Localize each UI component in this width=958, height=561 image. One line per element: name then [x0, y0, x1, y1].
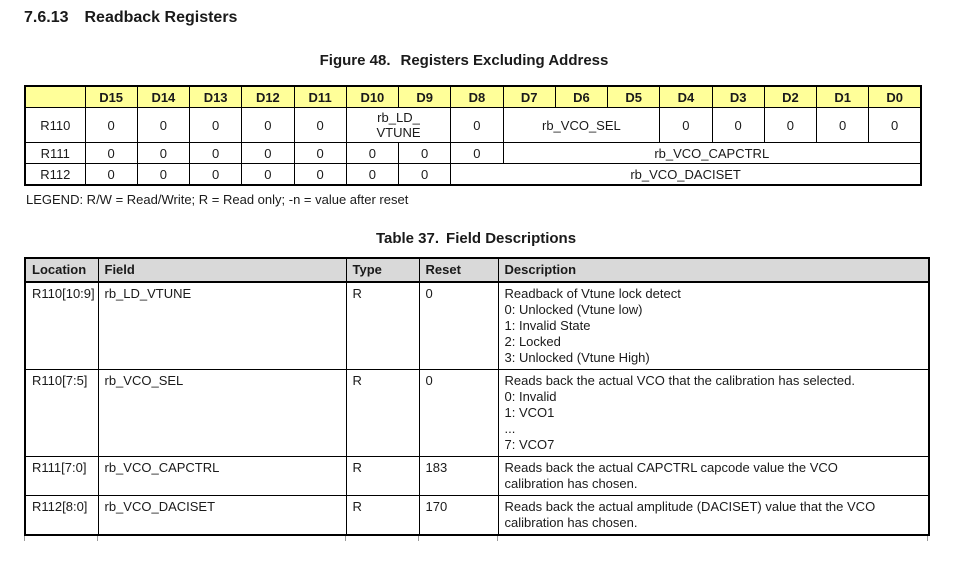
field-type-cell: R: [346, 282, 419, 370]
bit-value-cell: 0: [817, 108, 869, 143]
bit-value-cell: 0: [294, 164, 346, 186]
field-type-cell: R: [346, 370, 419, 457]
field-table-caption: [24, 230, 928, 247]
bit-value-cell: 0: [294, 108, 346, 143]
field-description-cell: Reads back the actual VCO that the calibration has selected. 0: Invalid 1: VCO1 ... 7: VCO7: [498, 370, 929, 457]
register-row-label: R110: [25, 108, 85, 143]
bit-header-cell: D0: [869, 86, 921, 108]
register-row: [25, 164, 921, 186]
bit-field-cell: rb_VCO_SEL: [503, 108, 660, 143]
register-row-label: R112: [25, 164, 85, 186]
figure-caption: [24, 52, 904, 69]
register-table-body: [25, 108, 921, 186]
bit-value-cell: 0: [242, 164, 294, 186]
field-table-body: [25, 282, 929, 535]
bit-value-cell: 0: [660, 108, 712, 143]
field-description-cell: Reads back the actual amplitude (DACISET) value that the VCO calibration has chosen.: [498, 496, 929, 536]
table-continuation-stub: [97, 536, 98, 541]
bit-header-cell: D7: [503, 86, 555, 108]
figure-caption-title: Registers Excluding Address: [400, 52, 609, 69]
bit-header-cell: D8: [451, 86, 503, 108]
field-name-cell: rb_VCO_DACISET: [98, 496, 346, 536]
bit-header-cell: D12: [242, 86, 294, 108]
bit-header-cell: D11: [294, 86, 346, 108]
bit-value-cell: 0: [137, 164, 189, 186]
bit-header-cell: D3: [712, 86, 764, 108]
field-column-header: Type: [346, 258, 419, 282]
bit-value-cell: 0: [190, 164, 242, 186]
bit-field-cell: rb_LD_ VTUNE: [346, 108, 451, 143]
register-row: [25, 108, 921, 143]
register-row: [25, 143, 921, 164]
field-table-caption-title: Field Descriptions: [446, 230, 577, 247]
field-description-cell: Readback of Vtune lock detect 0: Unlocked (Vtune low) 1: Invalid State 2: Locked 3: Unlocked (Vtune High): [498, 282, 929, 370]
register-corner-cell: [25, 86, 85, 108]
bit-value-cell: 0: [294, 143, 346, 164]
table-continuation-stub: [24, 536, 25, 541]
bit-value-cell: 0: [764, 108, 816, 143]
bit-header-cell: D13: [190, 86, 242, 108]
bit-value-cell: 0: [242, 108, 294, 143]
bit-value-cell: 0: [85, 108, 137, 143]
field-location-cell: R110[7:5]: [25, 370, 98, 457]
field-column-header: Reset: [419, 258, 498, 282]
field-row: [25, 282, 929, 370]
field-name-cell: rb_LD_VTUNE: [98, 282, 346, 370]
bit-value-cell: 0: [190, 108, 242, 143]
field-row: [25, 457, 929, 496]
bit-value-cell: 0: [85, 164, 137, 186]
register-table-header: [25, 86, 921, 108]
field-reset-cell: 0: [419, 282, 498, 370]
bit-value-cell: 0: [346, 164, 398, 186]
field-location-cell: R110[10:9]: [25, 282, 98, 370]
table-continuation-stub: [927, 536, 928, 541]
bit-value-cell: 0: [712, 108, 764, 143]
field-location-cell: R112[8:0]: [25, 496, 98, 536]
bit-header-cell: D6: [555, 86, 607, 108]
bit-header-cell: D9: [399, 86, 451, 108]
field-header-row: [25, 258, 929, 282]
bit-field-cell: rb_VCO_CAPCTRL: [503, 143, 921, 164]
field-type-cell: R: [346, 457, 419, 496]
figure-caption-label: Figure 48.: [319, 52, 391, 69]
field-column-header: Field: [98, 258, 346, 282]
bit-field-cell: rb_VCO_DACISET: [451, 164, 921, 186]
field-column-header: Location: [25, 258, 98, 282]
register-bit-table: [24, 85, 922, 186]
bit-value-cell: 0: [451, 108, 503, 143]
field-table-header: [25, 258, 929, 282]
field-row: [25, 496, 929, 536]
field-type-cell: R: [346, 496, 419, 536]
field-description-cell: Reads back the actual CAPCTRL capcode value the VCO calibration has chosen.: [498, 457, 929, 496]
field-reset-cell: 170: [419, 496, 498, 536]
register-row-label: R111: [25, 143, 85, 164]
register-header-row: [25, 86, 921, 108]
table-continuation-stub: [345, 536, 346, 541]
field-name-cell: rb_VCO_SEL: [98, 370, 346, 457]
field-location-cell: R111[7:0]: [25, 457, 98, 496]
bit-value-cell: 0: [451, 143, 503, 164]
bit-value-cell: 0: [399, 164, 451, 186]
table-continuation-stub: [418, 536, 419, 541]
bit-header-cell: D2: [764, 86, 816, 108]
bit-header-cell: D10: [346, 86, 398, 108]
bit-value-cell: 0: [190, 143, 242, 164]
field-row: [25, 370, 929, 457]
bit-value-cell: 0: [242, 143, 294, 164]
bit-value-cell: 0: [399, 143, 451, 164]
bit-header-cell: D1: [817, 86, 869, 108]
bit-value-cell: 0: [85, 143, 137, 164]
field-column-header: Description: [498, 258, 929, 282]
bit-value-cell: 0: [869, 108, 921, 143]
bit-value-cell: 0: [346, 143, 398, 164]
bit-header-cell: D4: [660, 86, 712, 108]
field-reset-cell: 0: [419, 370, 498, 457]
field-description-table: [24, 257, 930, 536]
bit-header-cell: D5: [608, 86, 660, 108]
field-table-caption-label: Table 37.: [375, 230, 440, 247]
register-legend: LEGEND: R/W = Read/Write; R = Read only; -n = value after reset: [26, 192, 409, 207]
field-reset-cell: 183: [419, 457, 498, 496]
bit-header-cell: D14: [137, 86, 189, 108]
section-title: Readback Registers: [84, 9, 238, 26]
bit-value-cell: 0: [137, 143, 189, 164]
bit-value-cell: 0: [137, 108, 189, 143]
section-heading: [24, 9, 237, 27]
bit-header-cell: D15: [85, 86, 137, 108]
section-number: 7.6.13: [24, 9, 69, 26]
field-name-cell: rb_VCO_CAPCTRL: [98, 457, 346, 496]
table-continuation-stub: [497, 536, 498, 541]
